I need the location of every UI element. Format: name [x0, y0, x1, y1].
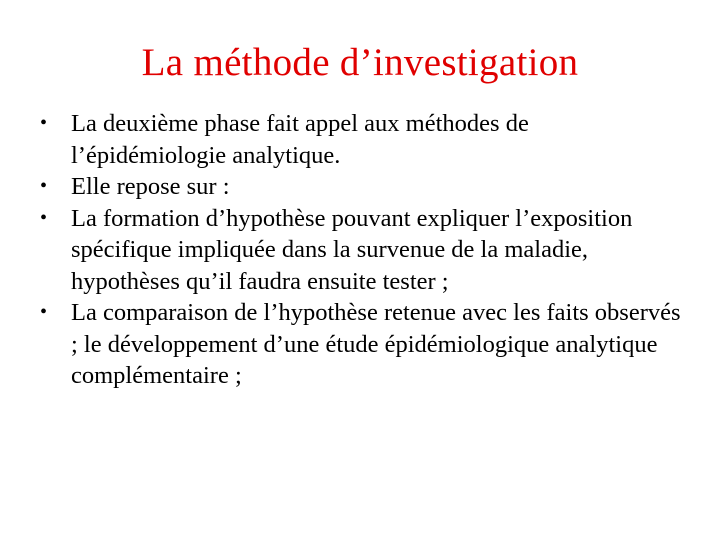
bullet-text: Elle repose sur :: [71, 173, 230, 200]
slide-title: La méthode d’investigation: [141, 41, 579, 84]
bullet-item: [40, 203, 690, 298]
bullet-icon: •: [40, 112, 48, 134]
bullet-list: [40, 108, 690, 392]
bullet-icon: •: [40, 175, 48, 197]
bullet-text: La formation d’hypothèse pouvant expliquer l’exposition spécifique impliquée dans la survenue de la maladie, hypothèses qu’il faudra ensuite tester ;: [71, 204, 633, 295]
bullet-text: La deuxième phase fait appel aux méthodes de l’épidémiologie analytique.: [71, 110, 529, 169]
bullet-icon: •: [40, 301, 48, 323]
bullet-item: [40, 108, 690, 171]
bullet-item: [40, 297, 690, 392]
bullet-icon: •: [40, 206, 48, 229]
bullet-text: La comparaison de l’hypothèse retenue avec les faits observés ; le développement d’une étude épidémiologique analytique complémentaire ;: [71, 299, 681, 389]
bullet-item: [40, 171, 690, 203]
